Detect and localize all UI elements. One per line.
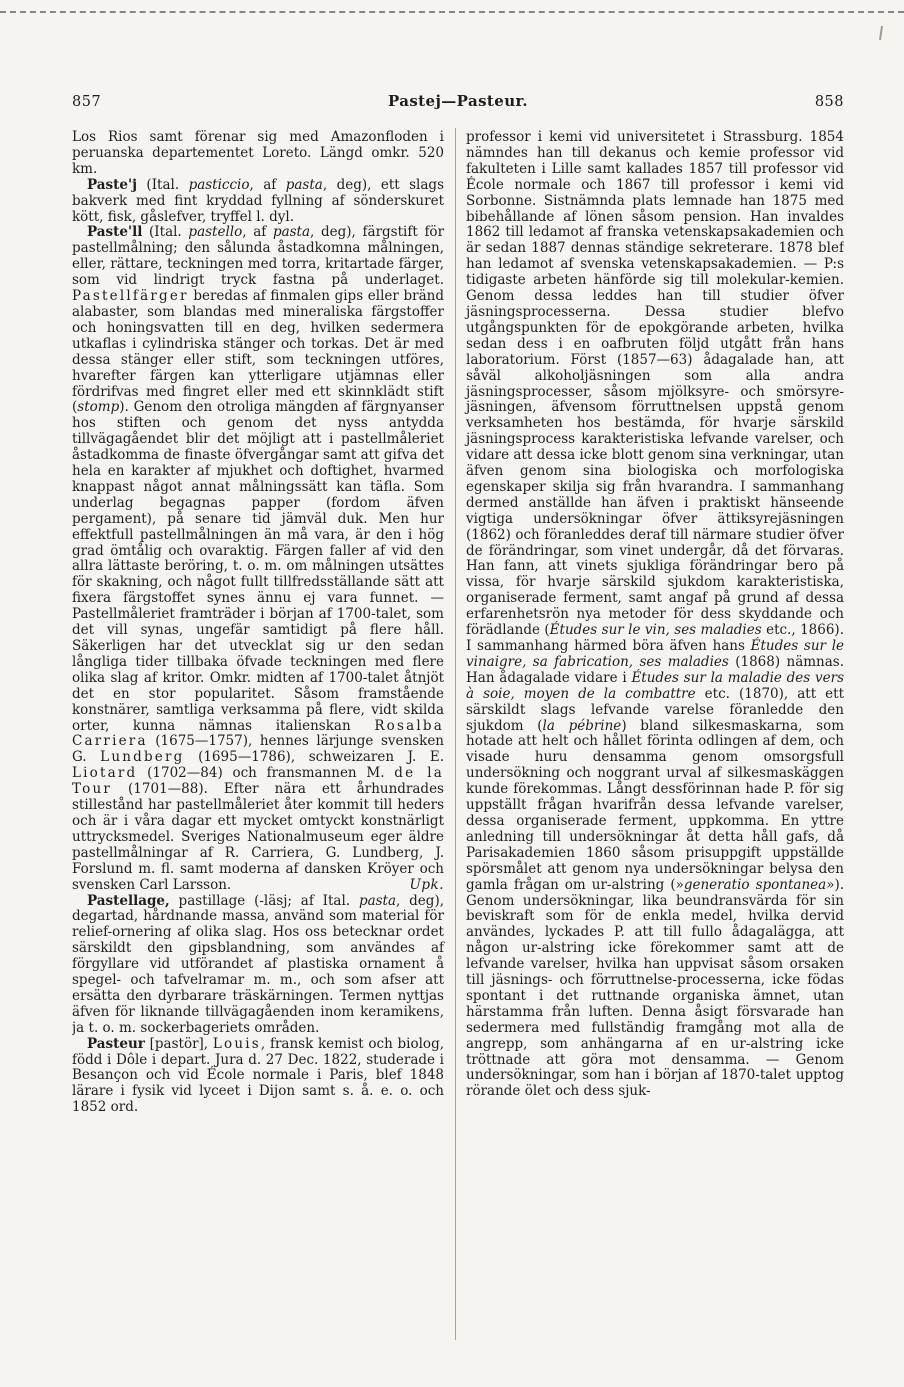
- text-segment: generatio spontanea: [683, 876, 827, 893]
- text-segment: Études sur la maladie des vers à soie, moyen de la combattre: [466, 669, 844, 702]
- text-segment: Paste'll: [87, 224, 143, 241]
- paragraph: [72, 894, 444, 1037]
- text-segment: (1702—84) och fransmannen M.: [137, 765, 395, 782]
- text-segment: Pastellage,: [87, 892, 170, 909]
- text-segment: Paste'j: [87, 176, 137, 193]
- text-segment: beredas af finmalen gips eller bränd alabaster, som blandas med mineraliska färgstoffer och honingsvatten till en deg, hvilken sedermera utkaflas i cylindriska stänger och torkas. Det är med dessa stänger eller stift, som teckningen utföres, hvarefter färgen kan ytterligare utjämnas eller fördrifvas med fingret eller med ett skinnklädt stift (: [72, 288, 444, 416]
- text-segment: ). Genom den otroliga mängden af färgnyanser hos stiften och genom det nyss antydda tillvägagåendet blir det möjligt att i pastellmåleriet åstadkomma de finaste öfvergångar samt att gifva det hela en karakter af mjukhet och doftighet, hvarmed knappast något annat målningssätt kan täfla. Som underlag begagnas papper (fordom äfven pergament), på senare tid jämväl duk. Men hur effektfull pastellmålningen än må vara, är den i hög grad ömtålig och ovaraktig. Färgen faller af vid den allra lättaste beröring, t. o. m. om målningen utsättes för skakning, och något fullt tillfredsställande sätt att fixera färgstoffet synes ännu ej vara funnet. — Pastellmåleriet framträder i början af 1700-talet, som det vill synas, ungefär samtidigt på flere håll. Säkerligen har det utvecklat sig ur den sedan långliga tider tillbaka öfvade teckningen med flere olika slag af kritor. Omkr. midten af 1700-talet åtnjöt det en stor popularitet. Såsom framstående konstnärer, samtliga verksamma på flere, vidt skilda orter, kunna nämnas italienskan: [72, 399, 444, 734]
- page-title: Pastej—Pasteur.: [387, 92, 529, 110]
- text-segment: Rosalba Carriera: [72, 717, 444, 750]
- text-segment: etc., 1866). I sammanhang härmed böra äfven hans: [466, 622, 844, 654]
- scan-artifact-dashed-line: [0, 11, 904, 13]
- text-segment: (1695—1786), schweizaren J. E.: [184, 749, 444, 766]
- text-segment: stomp: [77, 399, 120, 416]
- text-segment: pasta: [272, 224, 311, 241]
- author-signature: Upk.: [409, 876, 444, 893]
- right-column: [466, 130, 844, 1100]
- page-number-left: 857: [72, 94, 102, 110]
- text-segment: (Ital.: [136, 176, 189, 193]
- page-number-right: 858: [814, 94, 844, 110]
- text-segment: Liotard: [72, 765, 138, 782]
- text-segment: (1675—1757), hennes lärjunge svensken G.: [72, 733, 444, 766]
- text-segment: la pébrine: [542, 717, 622, 734]
- text-segment: »). Genom undersökningar, lika beundransvärda för sin beviskraft som för de enkla medel, hvilka dervid användes, lyckades P. att till fullo ådagalägga, att någon ur-alstring icke förekommer samt att de lefvande varelser, hvilka han uppvisat såsom orsaken till jäsnings- och förruttnelse-processerna, icke födas spontant i det ruttnande organiska ämnet, utan härstamma från luften. Denna åsigt försvarade han sedermera med fullständig framgång mot alla de angrepp, som anhängarna af en ur-alstring icke tröttnade att göra mot densamma. — Genom undersökningar, som han i början af 1870-talet upptog rörande ölet och dess sjuk-: [466, 876, 844, 1100]
- text-segment: , deg), färgstift för pastellmålning; den sålunda åstadkomna målningen, eller, rättare, teckningen med torra, kritartade färger, som vid lindrigt tryck fastna på underlaget.: [72, 224, 445, 289]
- paragraph: [72, 1037, 444, 1117]
- text-segment: pasta: [285, 176, 323, 193]
- text-segment: Pasteur: [87, 1035, 145, 1052]
- text-segment: pasta: [358, 892, 397, 909]
- text-segment: Études sur le vinaigre, sa fabrication, ses maladies: [466, 638, 844, 670]
- text-segment: pastello: [188, 224, 243, 241]
- text-segment: professor i kemi vid universitetet i Strassburg. 1854 nämndes han till dekanus och kemie professor vid fakulteten i Lille samt kallades 1857 till professor vid École normale och 1867 till professor i kemi vid Sorbonne. Sistnämnda plats lemnade han 1875 med bibehållande af lönen såsom pension. Han invaldes 1862 till ledamot af franska vetenskapsakademien och är sedan 1887 dennas ständige sekreterare. 1878 blef han ledamot af svenska vetenskapsakademien. — P:s tidigaste arbeten hänförde sig till molekular-kemien. Genom dessa leddes han till studier öfver jäsningsprocesserna. Dessa studier blefvo utgångspunkten för de epokgörande arbeten, hvilka sedan dess i en oafbruten följd utgått från hans laboratorium. Först (1857—63) ådagalade han, att såväl alkoholjäsningen som alla andra jäsningsprocesser, såsom mjölksyre- och smörsyre-jäsningen, äfvensom förruttnelsen uppstå genom verksamheten hos bestämda, för hvarje särskild jäsningsprocess karakteristiska lefvande varelser, och vidare att dessa icke blott genom sina verkningar, utan äfven genom sina biologiska och morfologiska egenskaper skilja sig från hvarandra. I sammanhang dermed anställde han äfven i praktiskt hänseende vigtiga undersökningar öfver ättiksyrejäsningen (1862) och föranleddes deraf till närmare studier öfver de förändringar, som vinet undergår, då det förvaras. Han fann, att vinets sjukliga förändringar bero på vissa, för hvarje särskild sjukdom karakteristiska, organiserade ferment, samt angaf på grund af dessa erfarenhetsrön nya metoder för dess skyddande och förädlande (: [466, 130, 844, 639]
- text-segment: Lundberg: [100, 749, 185, 766]
- text-segment: ) bland silkesmaskarna, som hotade att helt och hållet förinta odlingen af dem, och visade huru densamma genom omsorgsfull undersökning och noggrant urval af silkesmaskäggen kunde förekommas. Långt dessförinnan hade P. för sig uppställt frågan hvarifrån dessa lefvande varelser, dessa organiserade ferment, uppkomma. En yttre anledning till undersökningar åt detta håll gafs, då Parisakademien 1860 såsom prisuppgift uppställde spörsmålet att genom nya undersökningar belysa den gamla frågan om ur-alstring (»: [466, 717, 844, 893]
- text-segment: Louis: [212, 1035, 261, 1052]
- text-segment: (1868) nämnas. Han ådagalade vidare i: [466, 653, 844, 686]
- text-segment: Pastellfärger: [72, 288, 189, 305]
- paragraph: [466, 130, 844, 1100]
- text-segment: de la Tour: [72, 765, 444, 798]
- text-segment: pastillage (-läsj; af Ital.: [169, 892, 359, 909]
- paragraph: [72, 178, 444, 226]
- text-segment: [pastör],: [144, 1035, 213, 1052]
- page-header: [72, 92, 844, 110]
- text-segment: Los Rios samt förenar sig med Amazonfloden i peruanska departementet Loreto. Längd omkr. 520 km.: [72, 130, 444, 177]
- text-segment: , deg), ett slags bakverk med fint kryddad fyllning af sönderskuret kött, fisk, gåslefver, tryffel l. dyl.: [72, 176, 444, 225]
- text-segment: pasticcio: [188, 176, 250, 193]
- text-columns: [72, 130, 844, 1346]
- scan-artifact-corner-mark: [879, 26, 883, 40]
- paragraph: [72, 130, 444, 178]
- left-column: [72, 130, 444, 1116]
- text-segment: , fransk kemist och biolog, född i Dôle i depart. Jura d. 27 Dec. 1822, studerade i Besançon och vid École normale i Paris, blef 1848 lärare i fysik vid lyceet i Dijon samt s. å. e. o. och 1852 ord.: [72, 1035, 444, 1116]
- text-segment: Études sur le vin, ses maladies: [549, 622, 762, 639]
- text-segment: , deg), degartad, hårdnande massa, använd som material för relief-ornering af olika slag. Hos oss betecknar ordet särskildt den gipsblandning, som användes af förgyllare vid utförandet af plastiska ornament å spegel- och tafvelramar m. m., och som afser att ersätta den dyrbarare träskärningen. Termen nyttjas äfven för liknande tillvägagåenden inom keramikens, ja t. o. m. sockerbageriets områden.: [72, 892, 444, 1036]
- text-segment: etc. (1870), att ett särskildt slags lefvande varelse föranledde den sjukdom (: [466, 685, 844, 734]
- text-segment: , af: [242, 224, 273, 241]
- text-segment: (1701—88). Efter nära ett århundrades stillestånd har pastellmåleriet åter kommit till heders och är i våra dagar ett mycket omtyckt konstnärligt uttrycksmedel. Sveriges Nationalmuseum eger äldre pastellmålningar af R. Carriera, G. Lundberg, J. Forslund m. fl. samt moderna af dansken Kröyer och svensken Carl Larsson.: [72, 781, 444, 893]
- text-segment: , af: [249, 176, 286, 193]
- text-segment: (Ital.: [142, 224, 189, 241]
- paragraph: [72, 225, 444, 893]
